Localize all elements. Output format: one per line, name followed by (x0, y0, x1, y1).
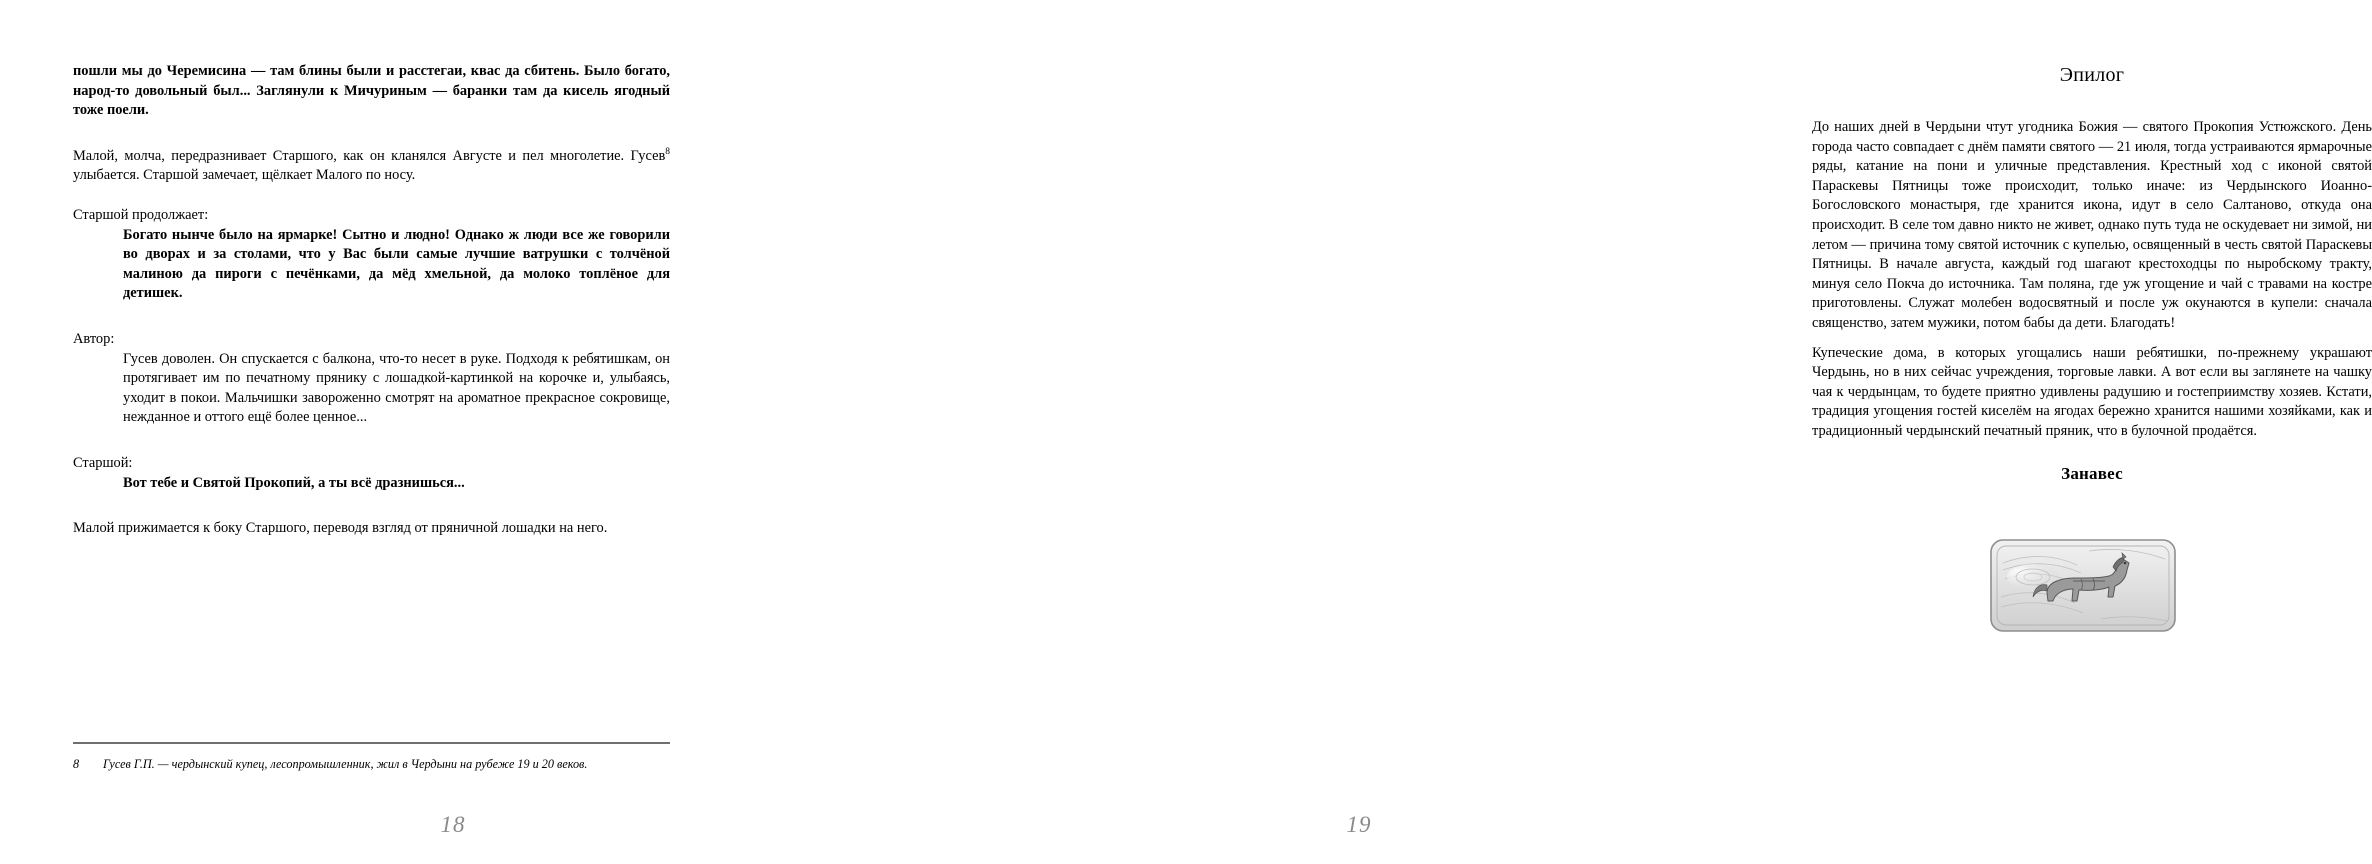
stage-direction-text-after: улыбается. Старшой замечает, щёлкает Малого по носу. (73, 167, 416, 184)
cue-author: Автор: (73, 330, 115, 347)
folio-right: 19 (1346, 812, 1372, 837)
cue-elder-continues: Старшой продолжает: (73, 206, 209, 223)
folio-left: 18 (440, 812, 466, 837)
spacer (1812, 334, 2372, 344)
left-page (0, 0, 906, 864)
stage-direction-text-before: Малой, молча, передразнивает Старшого, как он кланялся Августе и пел многолетие. Гусев (73, 147, 666, 164)
epilogue-paragraph-2: Купеческие дома, в которых угощались наши ребятишки, по-прежнему украшают Чердынь, но в них сейчас учреждения, торговые лавки. А вот если вы заглянете на чашку чая к чердынцам, то будете приятно удивлены радушию и гостеприимству хозяев. Кстати, традиция угощения гостей киселём на ягодах бережно хранится нашими хозяйками, как и традиционный чердынский печатный пряник, что в булочной продаётся. (1812, 344, 2372, 439)
footnote-area (73, 742, 670, 772)
epilogue-paragraph-1: До наших дней в Чердыни чтут угодника Божия — святого Прокопия Устюжского. День города часто совпадает с днём памяти святого — 21 июля, тогда устраиваются ярмарочные ряды, катание на пони и уличные представления. Крестный ход с иконой святой Параскевы Пятницы тоже происходит, только иначе: из Чердынского Иоанно-Богословского монастыря, где хранится икона, идут в село Салтаново, откуда она происходит. В селе том давно никто не живет, однако путь туда не оскудевает ни зимой, ни летом — причина тому святой источник с купелью, освященный в честь святой Параскевы Пятницы. В начале августа, каждый год шагают крестоходцы по ныробскому тракту, минуя село Покча до источника. Там поляна, где уж угощение и чай с травами на костре приготовлены. Служат молебен водосвятный и после уж окунаются в купели: сначала священство, затем мужики, потом бабы да дети. Благодать! (1812, 119, 2372, 331)
page-title-epilogue: Эпилог (2059, 64, 2125, 86)
footnote-number: 8 (73, 756, 80, 771)
right-text-column (1812, 62, 2372, 483)
curtain-label: Занавес (2061, 463, 2123, 483)
spacer (73, 493, 670, 519)
footnote (73, 756, 670, 772)
footnote-marker-8[interactable]: 8 (665, 146, 670, 157)
footnote-text: Гусев Г.П. — чердынский купец, лесопромышленник, жил в Чердыни на рубеже 19 и 20 веков. (103, 756, 588, 771)
gingerbread-horse-svg (1989, 537, 2177, 634)
author-paragraph: Гусев доволен. Он спускается с балкона, что-то несет в руке. Подходя к ребятишкам, он протягивает им по печатному прянику с лошадкой-картинкой на корочке и, улыбаясь, уходит в покои. Мальчишки завороженно смотрят на ароматное прекрасное сокровище, нежданное и оттого ещё более ценное... (123, 350, 670, 426)
right-page (906, 0, 2372, 864)
speech-opening: пошли мы до Черемисина — там блины были и расстегаи, квас да сбитень. Было богато, народ-то довольный был... Заглянули к Мичуриным — баранки там да кисель ягодный тоже поели. (73, 63, 670, 119)
speech-elder: Богато нынче было на ярмарке! Сытно и людно! Однако ж люди все же говорили во дворах и за столами, что у Вас были самые лучшие ватрушки с толчёной малиною да пироги с печёнками, да мёд хмельной, да молоко топлёное для детишек. (123, 226, 670, 302)
footnote-rule (73, 742, 670, 744)
gingerbread-horse-illustration (1989, 537, 2177, 634)
left-text-column (73, 62, 670, 539)
stage-direction-multiletie (73, 147, 670, 186)
stage-direction-final: Малой прижимается к боку Старшого, переводя взгляд от пряничной лошадки на него. (73, 520, 608, 537)
cue-elder: Старшой: (73, 454, 133, 471)
spacer (73, 121, 670, 147)
spacer (73, 428, 670, 454)
spacer (73, 186, 670, 206)
spacer (73, 304, 670, 330)
speech-elder-final: Вот тебе и Святой Прокопий, а ты всё дразнишься... (123, 474, 465, 491)
